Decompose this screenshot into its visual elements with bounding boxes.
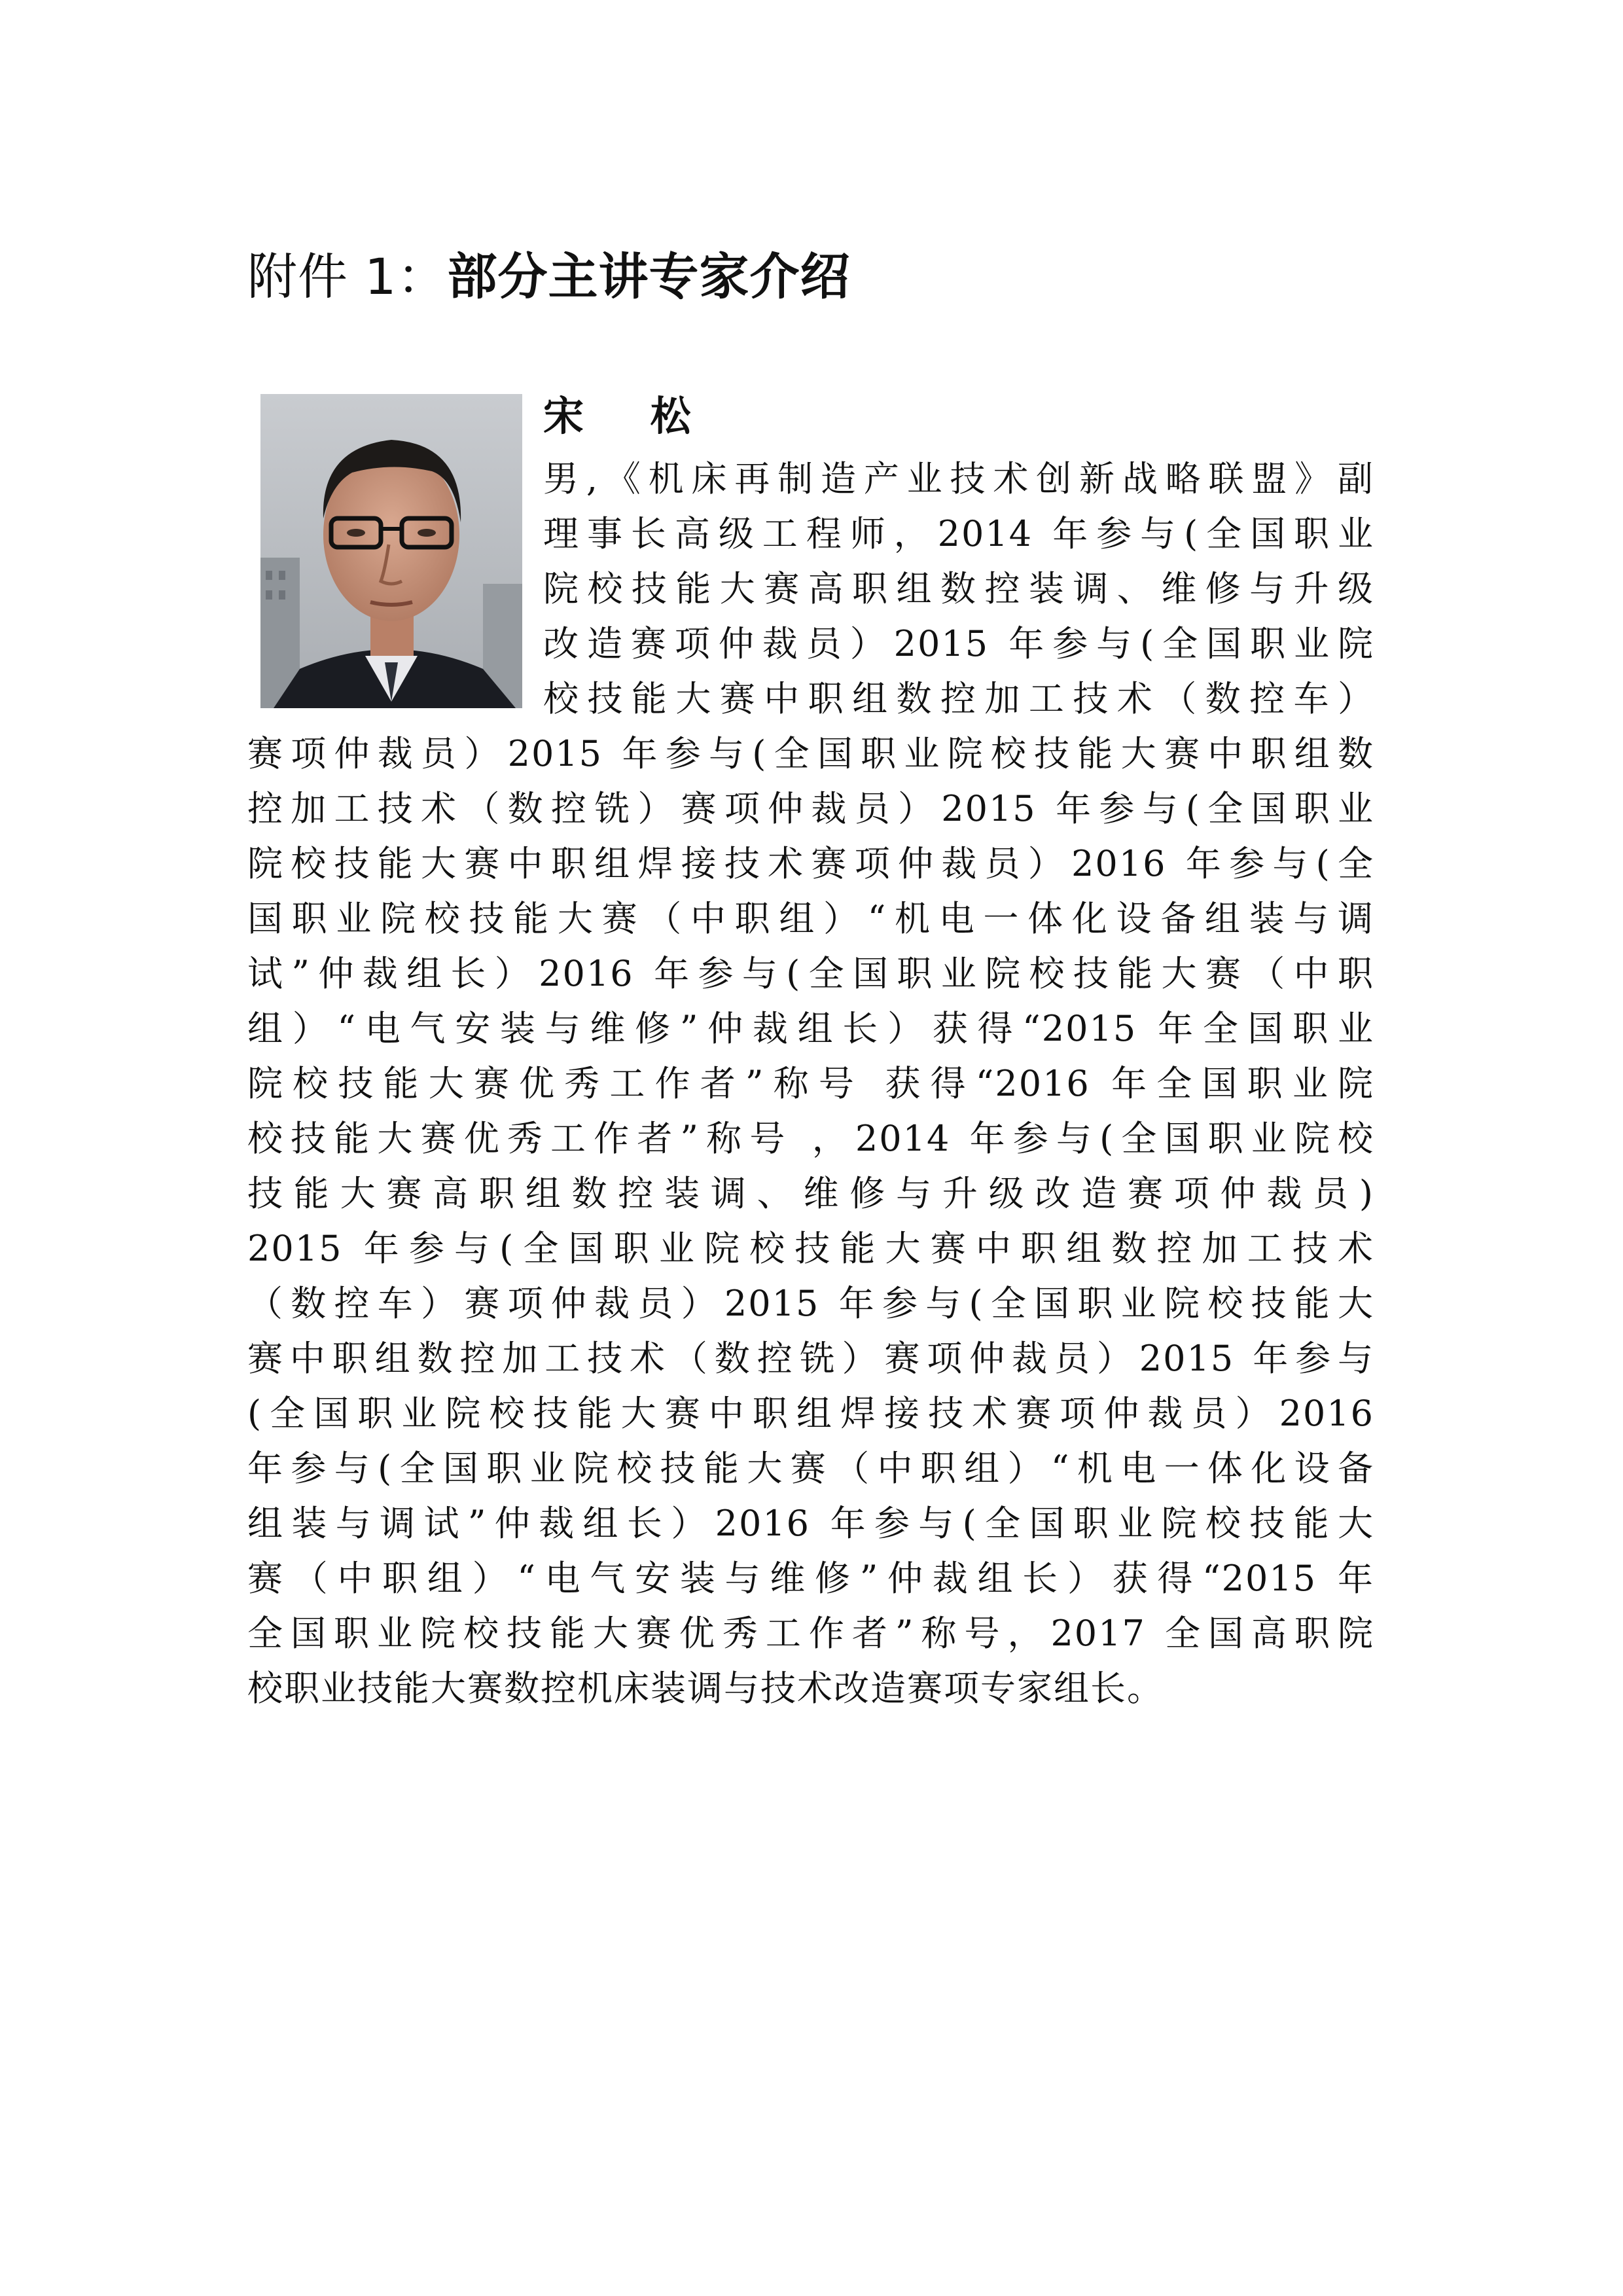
bio-line: 技能大赛高职组数控装调、维修与升级改造赛项仲裁员): [247, 1173, 1374, 1214]
bio-line: 赛（中职组）“电气安装与维修”仲裁组长）获得“2015 年: [247, 1558, 1374, 1599]
bio-line: (全国职业院校技能大赛中职组焊接技术赛项仲裁员）2016: [247, 1393, 1374, 1434]
bio-line: （数控车）赛项仲裁员）2015 年参与(全国职业院校技能大: [247, 1283, 1374, 1324]
bio-line: 试”仲裁组长）2016 年参与(全国职业院校技能大赛（中职: [247, 953, 1374, 994]
bio-line: 2015 年参与(全国职业院校技能大赛中职组数控加工技术: [247, 1228, 1374, 1269]
bio-line: 赛中职组数控加工技术（数控铣）赛项仲裁员）2015 年参与: [247, 1338, 1374, 1379]
bio-line: 校技能大赛中职组数控加工技术（数控车）: [543, 678, 1374, 719]
bio-line: 校技能大赛优秀工作者”称号 ，2014 年参与(全国职业院校: [247, 1118, 1374, 1159]
bio-line: 校职业技能大赛数控机床装调与技术改造赛项专家组长。: [247, 1668, 1164, 1709]
heading-prefix: 附件 1：: [247, 247, 448, 306]
bio-line: 组）“电气安装与维修”仲裁组长）获得“2015 年全国职业: [247, 1008, 1374, 1049]
page-heading: [247, 241, 851, 313]
bio-line: 年参与(全国职业院校技能大赛（中职组）“机电一体化设备: [247, 1448, 1374, 1489]
bio-line: 国职业院校技能大赛（中职组）“机电一体化设备组装与调: [247, 898, 1374, 939]
bio-line: 全国职业院校技能大赛优秀工作者”称号，2017 全国高职院: [247, 1613, 1374, 1654]
bio-line: 改造赛项仲裁员）2015 年参与(全国职业院: [543, 623, 1374, 664]
heading-topic: 部分主讲专家介绍: [447, 247, 851, 306]
bio-line: 组装与调试”仲裁组长）2016 年参与(全国职业院校技能大: [247, 1503, 1374, 1544]
expert-photo: [260, 394, 522, 708]
bio-line: 理事长高级工程师，2014 年参与(全国职业: [543, 513, 1374, 554]
bio-line: 院校技能大赛中职组焊接技术赛项仲裁员）2016 年参与(全: [247, 843, 1374, 884]
expert-name: 宋 松: [543, 392, 717, 440]
bio-line: 赛项仲裁员）2015 年参与(全国职业院校技能大赛中职组数: [247, 733, 1374, 774]
bio-line: 男,《机床再制造产业技术创新战略联盟》副: [543, 458, 1374, 499]
bio-line: 院校技能大赛高职组数控装调、维修与升级: [543, 568, 1374, 609]
bio-line: 院校技能大赛优秀工作者”称号 获得“2016 年全国职业院: [247, 1063, 1374, 1104]
bio-line: 控加工技术（数控铣）赛项仲裁员）2015 年参与(全国职业: [247, 788, 1374, 829]
